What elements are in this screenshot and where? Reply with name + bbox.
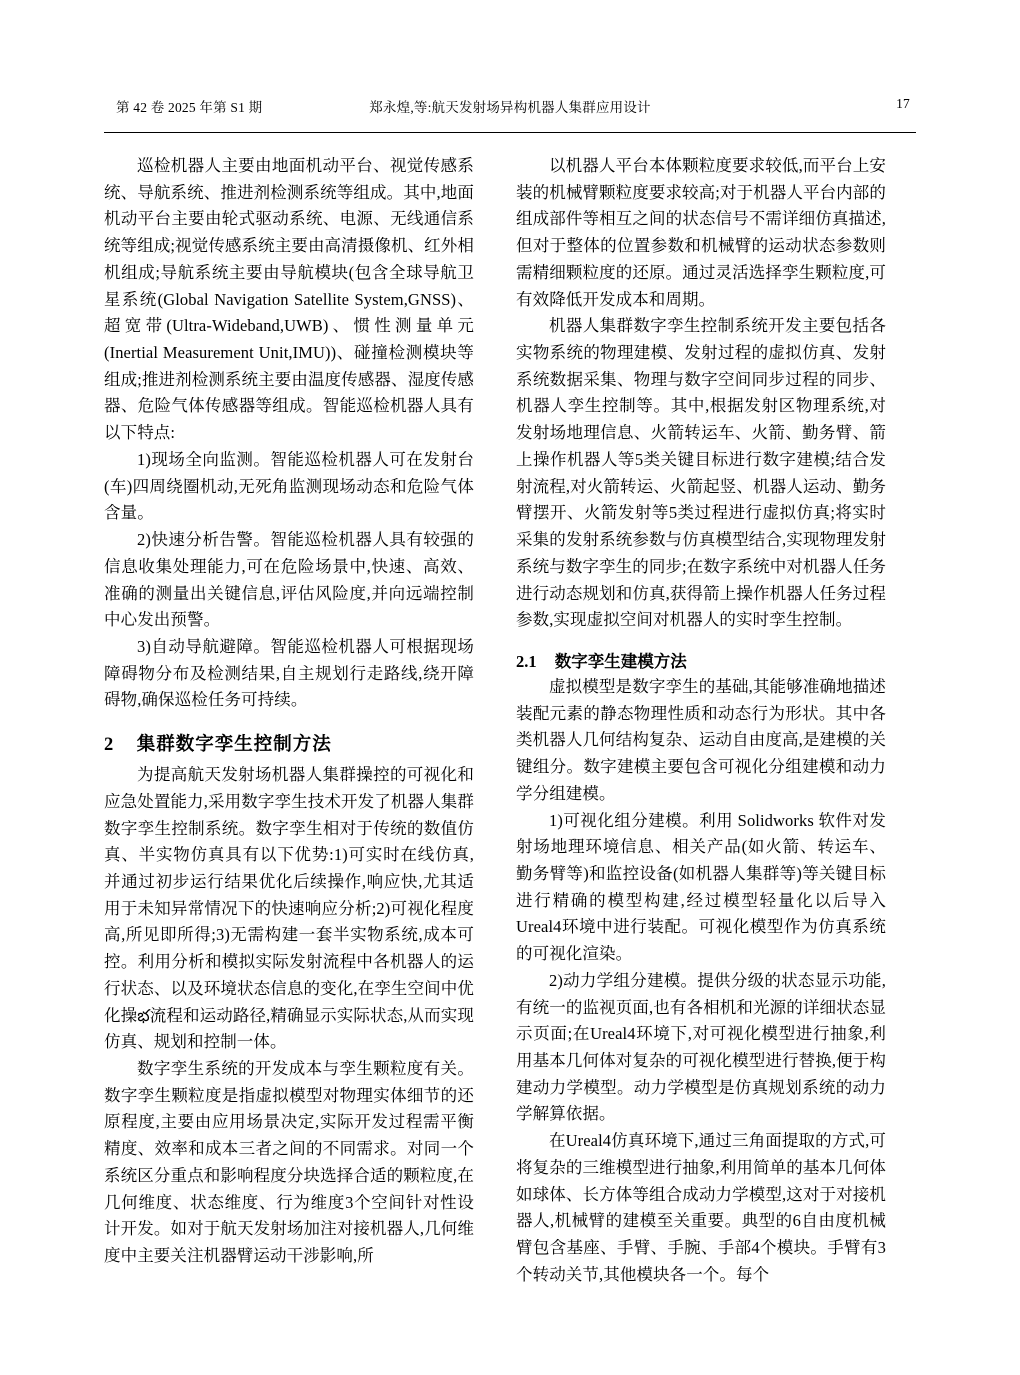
paragraph: 1)可视化组分建模。利用 Solidworks 软件对发射场地理环境信息、相关产品(如火箭、转运车、勤务臂等)和监控设备(如机器人集群等)等关键目标进行精确的模型构建,经过模型轻量化以后导入Ureal4环境中进行装配。可视化模型作为仿真系统的可视化渲染。 — [516, 810, 886, 964]
section-title: 集群数字孪生控制方法 — [136, 735, 332, 756]
running-head-left: 第 42 卷 2025 年第 S1 期 — [116, 100, 263, 115]
header-rule — [104, 132, 916, 133]
running-head — [104, 96, 916, 126]
right-column — [516, 153, 886, 1288]
paragraph: 2)动力学组分建模。提供分级的状态显示功能,有统一的监视页面,也有各相机和光源的详细状态显示页面;在Ureal4环境下,对可视化模型进行抽象,利用基本几何体对复杂的可视化模型进行替换,便于构建动力学模型。动力学模型是仿真规划系统的动力学解算依据。 — [516, 970, 886, 1124]
paragraph: 3)自动导航避障。智能巡检机器人可根据现场障碍物分布及检测结果,自主规划行走路线,绕开障碍物,确保巡检任务可持续。 — [104, 636, 474, 710]
paragraph: 虚拟模型是数字孪生的基础,其能够准确地描述装配元素的静态物理性质和动态行为形状。其中各类机器人几何结构复杂、运动自由度高,是建模的关键组分。数字建模主要包含可视化分组建模和动力学分组建模。 — [516, 676, 886, 803]
running-head-center: 郑永煌,等:航天发射场异构机器人集群应用设计 — [369, 100, 651, 115]
paragraph: 机器人集群数字孪生控制系统开发主要包括各实物系统的物理建模、发射过程的虚拟仿真、发射系统数据采集、物理与数字空间同步过程的同步、机器人孪生控制等。其中,根据发射区物理系统,对发射场地理信息、火箭转运车、火箭、勤务臂、箭上操作机器人等5类关键目标进行数字建模;结合发射流程,对火箭转运、火箭起竖、机器人运动、勤务臂摆开、火箭发射等5类过程进行虚拟仿真;将实时采集的发射系统参数与仿真模型结合,实现物理发射系统与数字孪生的同步;在数字系统中对机器人任务进行动态规划和仿真,获得箭上操作机器人任务过程参数,实现虚拟空间对机器人的实时孪生控制。 — [516, 316, 886, 630]
paragraph: 为提高航天发射场机器人集群操控的可视化和应急处置能力,采用数字孪生技术开发了机器人集群数字孪生控制系统。数字孪生相对于传统的数值仿真、半实物仿真具有以下优势:1)可实时在线仿真,并通过初步运行结果优化后续操作,响应快,尤其适用于未知异常情况下的快速响应分析;2)可视化程度高,所见即所得;3)无需构建一套半实物系统,成本可控。利用分析和模拟实际发射流程中各机器人的运行状态、以及环境状态信息的变化,在孪生空间中优化操భ流程和运动路径,精确显示实际状态,从而实现仿真、规划和控制一体。 — [104, 765, 474, 1052]
paragraph: 巡检机器人主要由地面机动平台、视觉传感系统、导航系统、推进剂检测系统等组成。其中,地面机动平台主要由轮式驱动系统、电源、无线通信系统等组成;视觉传感系统主要由高清摄像机、红外相机组成;导航系统主要由导航模块(包含全球导航卫星系统(Global Navigation Satellite System,GNSS)、超宽带(Ultra-Wideband,UWB)、惯性测量单元(Inertial Measurement Unit,IMU))、碰撞检测模块等组成;推进剂检测系统主要由温度传感器、湿度传感器、危险气体传感器等组成。智能巡检机器人具有以下特点: — [104, 156, 474, 443]
section-heading — [104, 730, 474, 756]
page-number: 17 — [896, 96, 910, 111]
left-column — [104, 153, 474, 1270]
section-number: 2 — [104, 735, 115, 756]
subsection-heading — [516, 648, 886, 672]
subsection-title: 数字孪生建模方法 — [554, 651, 687, 671]
paragraph: 2)快速分析告警。智能巡检机器人具有较强的信息收集处理能力,可在危险场景中,快速、高效、准确的测量出关键信息,评估风险度,并向远端控制中心发出预警。 — [104, 530, 474, 630]
subsection-number: 2.1 — [516, 651, 537, 671]
body-columns — [104, 153, 916, 1288]
paragraph: 在Ureal4仿真环境下,通过三角面提取的方式,可将复杂的三维模型进行抽象,利用简单的基本几何体如球体、长方体等组合成动力学模型,这对于对接机器人,机械臂的建模至关重要。典型的6自由度机械臂包含基座、手臂、手腕、手部4个模块。手臂有3个转动关节,其他模块各一个。每个 — [516, 1131, 886, 1284]
paragraph: 以机器人平台本体颗粒度要求较低,而平台上安装的机械臂颗粒度要求较高;对于机器人平台内部的组成部件等相互之间的状态信号不需详细仿真描述,但对于整体的位置参数和机械臂的运动状态参数则需精细颗粒度的还原。通过灵活选择孪生颗粒度,可有效降低开发成本和周期。 — [516, 156, 886, 309]
paragraph: 1)现场全向监测。智能巡检机器人可在发射台(车)四周绕圈机动,无死角监测现场动态和危险气体含量。 — [104, 449, 474, 523]
paragraph: 数字孪生系统的开发成本与孪生颗粒度有关。数字孪生颗粒度是指虚拟模型对物理实体细节的还原程度,主要由应用场景决定,实际开发过程需平衡精度、效率和成本三者之间的不同需求。对同一个系统区分重点和影响程度分块选择合适的颗粒度,在几何维度、状态维度、行为维度3个空间针对性设计开发。如对于航天发射场加注对接机器人,几何维度中主要关注机器臂运动干涉影响,所 — [104, 1059, 474, 1266]
